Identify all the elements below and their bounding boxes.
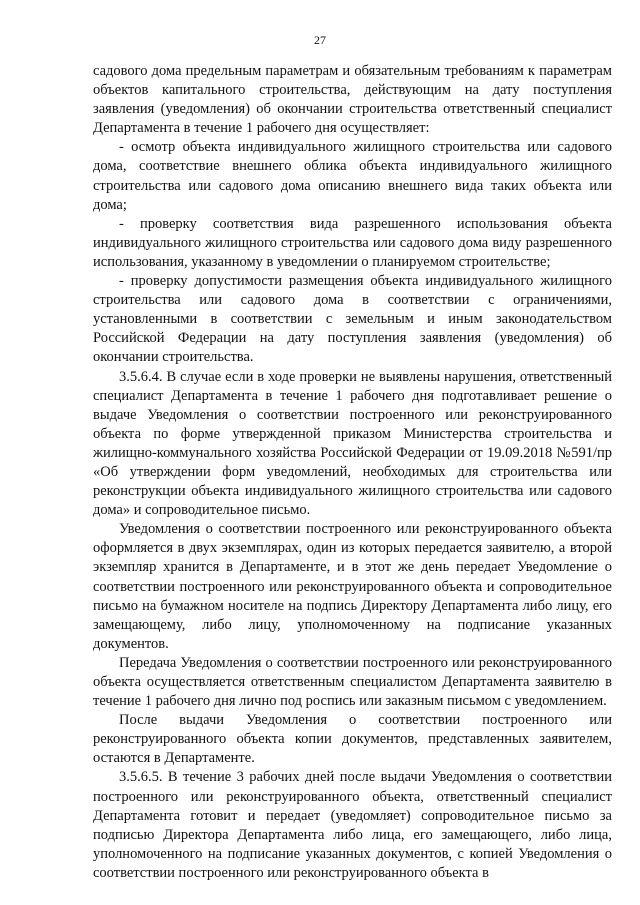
paragraph: 3.5.6.4. В случае если в ходе проверки не выявлены нарушения, ответственный специалист Департамента в течение 1 рабочего дня подготавливает решение о выдаче Уведомления о соответствии построенного или реконструированного объекта по форме утвержденной приказом Министерства строительства и жилищно-коммунального хозяйства Российской Федерации от 19.09.2018 №591/пр «Об утверждении форм уведомлений, необходимых для строительства или реконструкции объекта индивидуального жилищного строительства или садового дома» и сопроводительное письмо. bbox=[93, 368, 612, 519]
paragraph: - осмотр объекта индивидуального жилищного строительства или садового дома, соответствие внешнего облика объекта индивидуального жилищного строительства или садового дома описанию внешнего вида таких объекта или дома; bbox=[93, 139, 612, 213]
paragraph: 3.5.6.5. В течение 3 рабочих дней после выдачи Уведомления о соответствии построенного или реконструированного объекта, ответственный специалист Департамента готовит и передает (уведомляет) сопроводительное письмо за подписью Директора Департамента либо лица, его замещающего, либо лица, уполномоченного на подписание указанных документов, с копией Уведомления о соответствии построенного или реконструированного объекта в bbox=[93, 769, 612, 881]
paragraph: Уведомления о соответствии построенного или реконструированного объекта оформляется в двух экземплярах, один из которых передается заявителю, а второй экземпляр хранится в Департаменте, и в этот же день передает Уведомление о соответствии построенного или реконструированного объекта и сопроводительное письмо на бумажном носителе на подпись Директору Департамента либо лицу, его замещающему, либо лицу, уполномоченному на подписание указанных документов. bbox=[93, 521, 612, 652]
page-number: 27 bbox=[314, 33, 326, 47]
paragraph: - проверку соответствия вида разрешенного использования объекта индивидуального жилищного строительства или садового дома виду разрешенного использования, указанному в уведомлении о планируемом строительстве; bbox=[93, 215, 612, 270]
paragraph: - проверку допустимости размещения объекта индивидуального жилищного строительства или садового дома в соответствии с ограничениями, установленными в соответствии с земельным и иным законодательством Российской Федерации на дату поступления заявления (уведомления) об окончании строительства. bbox=[93, 273, 612, 366]
document-body bbox=[93, 62, 612, 883]
paragraph: садового дома предельным параметрам и обязательным требованиям к параметрам объектов капитального строительства, действующим на дату поступления заявления (уведомления) об окончании строительства ответственный специалист Департамента в течение 1 рабочего дня осуществляет: bbox=[93, 63, 612, 137]
paragraph: Передача Уведомления о соответствии построенного или реконструированного объекта осуществляется ответственным специалистом Департамента заявителю в течение 1 рабочего дня лично под роспись или заказным письмом с уведомлением. bbox=[93, 654, 612, 710]
paragraph: После выдачи Уведомления о соответствии построенного или реконструированного объекта копии документов, представленных заявителем, остаются в Департаменте. bbox=[93, 712, 612, 767]
